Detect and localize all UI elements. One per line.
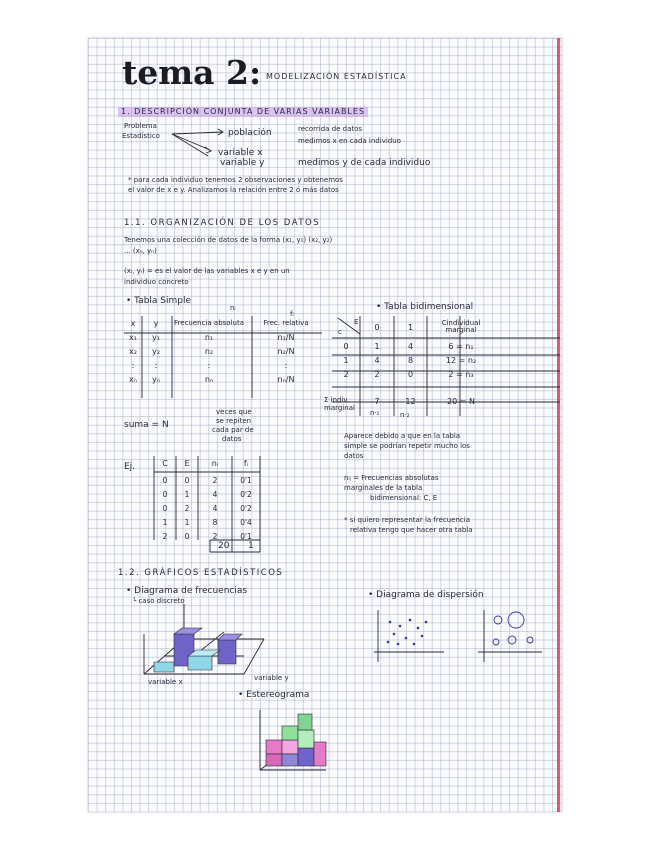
table-row — [154, 529, 260, 543]
cell: E — [184, 458, 190, 468]
diagrama-freq-label: • Diagrama de frecuencias — [126, 586, 248, 596]
page-title: tema 2: — [122, 53, 262, 92]
tabla-bidim-label: • Tabla bidimensional — [376, 302, 474, 312]
n-dot-2: n·₂ — [400, 411, 410, 419]
bar-blue-1-top — [174, 628, 202, 634]
cell: 2 = n₃ — [448, 369, 474, 379]
cell: n₂/N — [277, 346, 295, 356]
scatter-plots — [374, 610, 544, 664]
cell: 2 — [162, 531, 168, 541]
nij-line3: bidimensional: C, E — [370, 494, 438, 502]
table-row — [124, 358, 324, 372]
note-line2: el valor de x e y. Analizamos la relación entre 2 ó más datos — [128, 186, 339, 194]
cell: 0 — [162, 476, 168, 485]
example-total-n: 20 — [218, 541, 230, 551]
axis-variable-y: variable y — [254, 674, 289, 682]
table-row — [154, 501, 260, 515]
problema-line1: Problema — [124, 122, 157, 130]
example-total-f: 1 — [248, 541, 254, 551]
aparece-line3: datos — [344, 452, 364, 460]
note-line1: * para cada individuo tenemos 2 observaciones y obtenemos — [128, 176, 343, 184]
note-veces-2: se repiten — [216, 417, 252, 425]
simple-header-x: x — [130, 318, 136, 328]
simple-header-rel: Frec. relativa — [263, 319, 309, 327]
cell: 0'1 — [240, 531, 252, 541]
poblacion-label: población — [228, 128, 272, 138]
problema-line2: Estadístico — [122, 132, 160, 140]
section12-heading: 1.2. GRÁFICOS ESTADÍSTICOS — [118, 568, 284, 578]
cell: x₂ — [129, 346, 137, 356]
cell: 1 — [162, 517, 168, 527]
simple-header-y: y — [153, 318, 159, 328]
cell: C — [162, 458, 168, 468]
cell: 4 — [407, 341, 414, 351]
medimos-y-label: medimos y de cada individuo — [298, 158, 431, 168]
simple-table — [124, 316, 324, 386]
tabla-simple-label: • Tabla Simple — [126, 296, 192, 306]
col-head: Cindividual marginal — [441, 319, 481, 334]
cell: 2 — [212, 531, 218, 541]
dispersion-label: • Diagrama de dispersión — [368, 590, 484, 600]
cell: 2 — [343, 369, 349, 379]
recorrida-label: recorrida de datos — [298, 125, 363, 133]
stereogram-3d — [256, 700, 336, 780]
fi-label: fᵢ — [290, 310, 294, 318]
col-head: 0 — [374, 322, 380, 332]
cell: 0 — [162, 503, 168, 513]
note-veces-4: datos — [222, 435, 242, 443]
cell: 0'1 — [240, 476, 252, 485]
cell: : — [207, 360, 211, 370]
corner-c: c — [338, 328, 342, 336]
cell: 0'2 — [240, 489, 252, 499]
cell: xₙ — [129, 374, 137, 384]
cell: n₁/N — [277, 332, 295, 342]
variable-x-label: variable x — [218, 148, 263, 158]
cell: 12 = n₂ — [445, 355, 477, 365]
cell: 8 — [212, 517, 218, 527]
aparece-line2: simple se podrían repetir mucho los — [344, 442, 470, 450]
n-dot-1: n·₁ — [370, 409, 380, 417]
bidim-table — [332, 339, 495, 381]
table-row — [154, 515, 260, 529]
axis-variable-x: variable x — [148, 678, 183, 686]
cell: 0'2 — [240, 503, 252, 513]
table-row — [124, 344, 324, 358]
nij-line1: nᵢⱼ = Frecuencias absolutas — [344, 474, 439, 482]
frequency-3d-chart — [124, 604, 284, 684]
cell: 0 — [162, 489, 168, 499]
cell: 6 = n₁ — [448, 341, 474, 351]
simple-header-abs: Frecuencia absoluta — [174, 319, 244, 327]
margin-line — [557, 38, 560, 812]
cell: : — [154, 360, 158, 370]
cell: n₂ — [204, 346, 214, 356]
ni-label: nᵢ — [230, 304, 236, 312]
cell: y₂ — [152, 346, 160, 356]
cell: 1 — [343, 355, 349, 365]
note-veces-3: cada par de — [212, 426, 254, 434]
cell: nₙ/N — [277, 374, 295, 384]
notebook-page — [88, 38, 562, 812]
estereograma-label: • Estereograma — [238, 690, 310, 700]
example-table — [154, 456, 260, 470]
medimos-x-label: medimos x en cada individuo — [298, 137, 401, 145]
table-row — [124, 372, 324, 386]
bar-blue-2 — [218, 640, 236, 664]
cell: 1 — [374, 341, 380, 351]
cell: 0 — [407, 369, 414, 379]
cell: yₙ — [152, 374, 160, 384]
cell: 0 — [184, 476, 190, 485]
cell: 0 — [184, 531, 190, 541]
bar-cyan-2 — [154, 662, 174, 672]
cell: : — [131, 360, 135, 370]
scatter-dots — [387, 619, 428, 646]
p2-line2: individuo concreto — [124, 278, 189, 286]
variable-y-label: variable y — [220, 158, 265, 168]
cell: nᵢ — [211, 458, 219, 468]
quiero-line1: * si quiero representar la frecuencia — [344, 516, 471, 524]
bubble-circles — [493, 612, 533, 645]
cell: 20 = N — [447, 396, 475, 406]
p1-line1: Tenemos una colección de datos de la forma (x₁, y₁) (x₂, y₂) — [124, 236, 333, 244]
p2-line1: (xᵢ, yᵢ) = es el valor de las variables x e y en un — [124, 267, 290, 275]
cell: nₙ — [204, 374, 214, 384]
bar-cyan-1 — [188, 656, 212, 670]
cell: 8 — [407, 355, 414, 365]
cell: 2 — [212, 476, 218, 485]
nij-line2: marginales de la tabla — [344, 484, 423, 492]
cell: 0 — [343, 341, 349, 351]
section11-heading: 1.1. ORGANIZACIÓN DE LOS DATOS — [124, 218, 321, 228]
cell: 2 — [184, 503, 190, 513]
cell: 7 — [374, 396, 380, 406]
cell: 4 — [374, 355, 380, 365]
quiero-line2: relativa tengo que hacer otra tabla — [350, 526, 473, 534]
cell: y₁ — [152, 332, 160, 342]
table-row — [332, 353, 495, 367]
suma-label: suma = N — [124, 420, 169, 430]
table-row — [154, 474, 260, 487]
cell: 4 — [212, 503, 218, 513]
marginal-label: Σ indiv. marginal — [324, 396, 355, 412]
cell: 2 — [374, 369, 380, 379]
table-row — [124, 330, 324, 344]
cell: : — [284, 360, 288, 370]
col-head: 1 — [407, 322, 414, 332]
cell: 12 — [405, 396, 416, 406]
cell: 1 — [184, 517, 190, 527]
cell: x₁ — [129, 332, 137, 342]
page-subtitle: MODELIZACIÓN ESTADÍSTICA — [266, 72, 407, 81]
table-row — [332, 367, 495, 381]
example-body — [154, 474, 260, 543]
cell: n₁ — [204, 332, 214, 342]
aparece-line1: Aparece debido a que en la tabla — [344, 432, 461, 440]
section1-heading: 1. DESCRIPCIÓN CONJUNTA DE VARIAS VARIABLES — [118, 107, 368, 117]
bidim-marginal-row — [360, 394, 495, 408]
cell: 0'4 — [240, 517, 252, 527]
table-row — [332, 339, 495, 353]
cell: 4 — [212, 489, 218, 499]
example-label: Ej. — [124, 462, 136, 472]
cell: 1 — [184, 489, 190, 499]
cell: fᵢ — [243, 458, 249, 468]
note-veces-1: veces que — [216, 408, 252, 416]
corner-e: E — [354, 318, 359, 326]
caso-discreto-label: └ caso discreto — [132, 597, 185, 605]
p1-line2: ... (xₙ, yₙ) — [124, 247, 157, 255]
table-row — [154, 487, 260, 501]
bidim-header — [360, 320, 495, 334]
